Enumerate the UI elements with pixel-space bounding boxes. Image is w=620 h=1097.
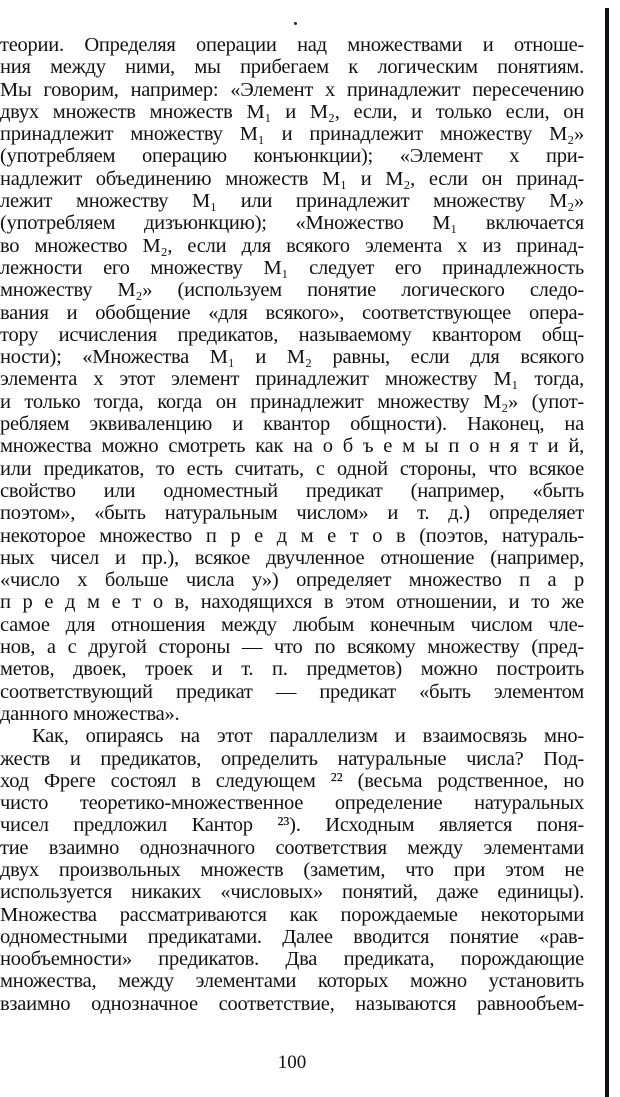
text-line: взаимно однозначное соответствие, называются равнообъем-: [0, 992, 584, 1015]
text-line: или предикатов, то есть считать, с одной стороны, что всякое: [0, 457, 584, 480]
text-line: Как, опираясь на этот параллелизм и взаимосвязь мно-: [32, 725, 584, 748]
page-edge-rule: [605, 8, 609, 1097]
text-line: ребляем эквиваленцию и квантор общности). Наконец, на: [0, 413, 584, 436]
text-line: (употребляем операцию конъюнкции); «Элемент x при-: [0, 145, 584, 168]
text-line: лежит множеству M₁ или принадлежит множеству M₂»: [0, 190, 584, 213]
text-line: множества, между элементами которых можно установить: [0, 970, 584, 993]
text-line: двух произвольных множеств (заметим, что при этом не: [0, 858, 584, 881]
text-line: жеств и предикатов, определить натуральные числа? Под-: [0, 747, 584, 770]
text-line: вания и обобщение «для всякого», соответствующее опера-: [0, 301, 584, 324]
text-line: ход Фреге состоял в следующем ²² (весьма родственное, но: [0, 769, 584, 792]
text-line: элемента x этот элемент принадлежит множеству M₁ тогда,: [0, 368, 584, 391]
text-line: ния между ними, мы прибегаем к логическим понятиям.: [0, 56, 584, 79]
page-body-text: [0, 34, 584, 1015]
text-line: чисто теоретико-множественное определение натуральных: [0, 792, 584, 815]
text-line: множеству M₂» (используем понятие логического следо-: [0, 279, 584, 302]
text-line: надлежит объединению множеств M₁ и M₂, если он принад-: [0, 167, 584, 190]
text-line: самое для отношения между любым конечным числом чле-: [0, 613, 584, 636]
text-line: одноместными предикатами. Далее вводится понятие «рав-: [0, 925, 584, 948]
page-number: 100: [277, 1052, 307, 1073]
text-line: нообъемности» предикатов. Два предиката, порождающие: [0, 948, 584, 971]
text-line: ности); «Множества M₁ и M₂ равны, если для всякого: [0, 346, 584, 369]
scan-speck: [294, 22, 297, 25]
text-line: ных чисел и пр.), всякое двучленное отношение (например,: [0, 546, 584, 569]
text-line: данного множества».: [0, 702, 180, 725]
text-line: метов, двоек, троек и т. п. предметов) можно построить: [0, 658, 584, 681]
text-line: теории. Определяя операции над множествами и отноше-: [0, 34, 584, 56]
text-line: используется никаких «числовых» понятий, даже единицы).: [0, 881, 584, 904]
text-line: п р е д м е т о в, находящихся в этом отношении, и то же: [0, 591, 584, 614]
text-line: Множества рассматриваются как порождаемые некоторыми: [0, 903, 584, 926]
text-line: Мы говорим, например: «Элемент x принадлежит пересечению: [0, 78, 584, 101]
text-line: тие взаимно однозначного соответствия между элементами: [0, 836, 584, 859]
text-line: тору исчисления предикатов, называемому квантором общ-: [0, 323, 584, 346]
text-line: «число x больше числа y») определяет множество п а р: [0, 569, 584, 592]
text-line: поэтом», «быть натуральным числом» и т. д.) определяет: [0, 502, 584, 525]
text-line: и только тогда, когда он принадлежит множеству M₂» (упот-: [0, 390, 584, 413]
text-line: двух множеств множеств M₁ и M₂, если, и только если, он: [0, 100, 584, 123]
text-line: во множество M₂, если для всякого элемента x из принад-: [0, 234, 584, 257]
text-line: (употребляем дизъюнкцию); «Множество M₁ включается: [0, 212, 584, 235]
text-line: некоторое множество п р е д м е т о в (поэтов, натураль-: [0, 524, 584, 547]
text-line: чисел предложил Кантор ²³). Исходным является поня-: [0, 814, 584, 837]
text-line: соответствующий предикат — предикат «быть элементом: [0, 680, 584, 703]
text-line: принадлежит множеству M₁ и принадлежит множеству M₂»: [0, 123, 584, 146]
text-line: нов, а с другой стороны — что по всякому множеству (пред-: [0, 636, 584, 659]
text-line: лежности его множеству M₁ следует его принадлежность: [0, 256, 584, 279]
text-line: множества можно смотреть как на о б ъ е м ы п о н я т и й,: [0, 435, 584, 458]
text-line: свойство или одноместный предикат (например, «быть: [0, 479, 584, 502]
